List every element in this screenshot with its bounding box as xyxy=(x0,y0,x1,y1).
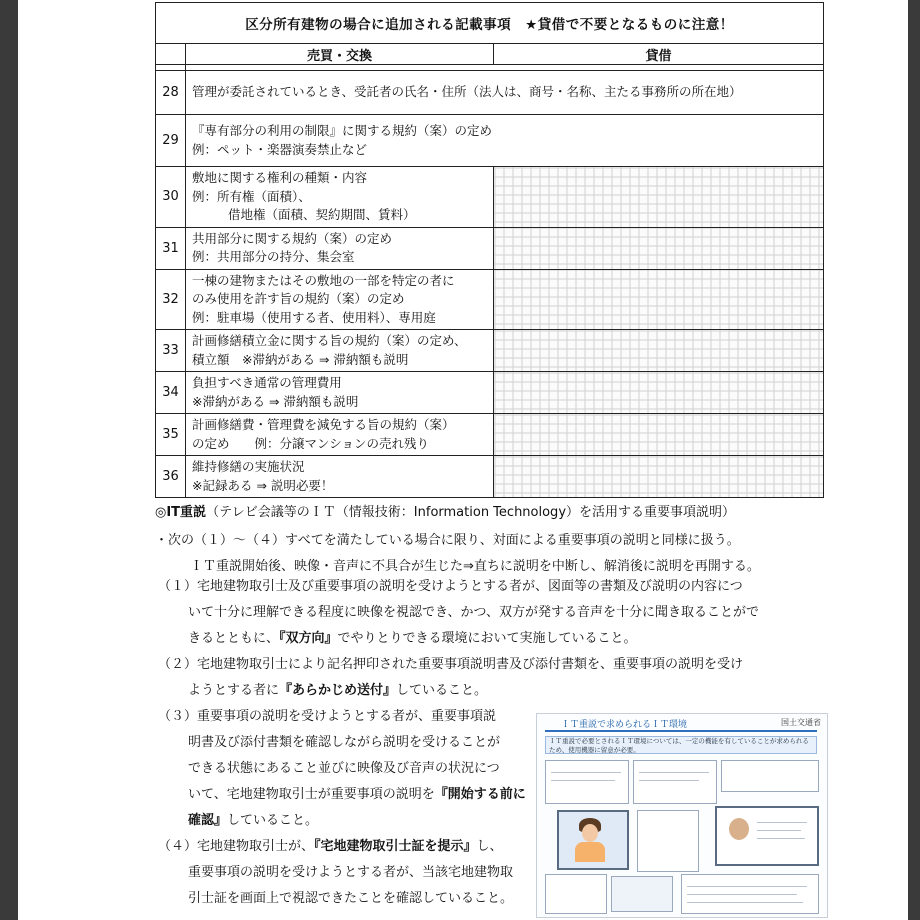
row-number: 28 xyxy=(156,71,186,115)
laptop-icon xyxy=(611,876,673,912)
figure-text-line xyxy=(551,780,615,781)
document-page xyxy=(18,0,908,920)
row-number: 34 xyxy=(156,372,186,414)
it-item-2: （２）宅地建物取引士により記名押印された重要事項説明書及び添付書類を、重要事項の説明を受け ようとする者に『あらかじめ送付』していること。 xyxy=(158,657,744,698)
row-number: 29 xyxy=(156,115,186,167)
person-face-icon xyxy=(582,824,598,842)
figure-text-line xyxy=(639,780,699,781)
row-description: 計画修繕費・管理費を減免する旨の規約（案） の定め 例：分譲マンションの売れ残り xyxy=(186,414,494,456)
keyword-confirm-before-start: 『開始する前に xyxy=(434,787,526,802)
it-item-1: （１）宅地建物取引士及び重要事項の説明を受けようとする者が、図面等の書類及び説明の内容につ いて十分に理解できる程度に映像を視認でき、かつ、双方が発する音声を十分に聞き取ることがで きるとともに、『双方向』でやりとりできる環境において実施していること。 xyxy=(158,579,759,646)
figure-text-line xyxy=(757,830,801,831)
row-description: 維持修繕の実施状況 ※記録ある ⇒ 説明必要！ xyxy=(186,456,494,498)
figure-text-line xyxy=(757,838,805,839)
figure-org: 国土交通省 xyxy=(781,718,821,727)
lease-not-required-cell xyxy=(494,330,824,372)
row-description: 管理が委託されているとき、受託者の氏名・住所（法人は、商号・名称、主たる事務所の所在地） xyxy=(186,71,824,115)
figure-text-line xyxy=(639,772,709,773)
figure-note-box xyxy=(637,810,699,872)
figure-note-box xyxy=(721,760,819,792)
lease-not-required-cell xyxy=(494,456,824,498)
row-number: 35 xyxy=(156,414,186,456)
it-intro-2: ＩＴ重説開始後、映像・音声に不具合が生じた⇒直ちに説明を中断し、解消後に説明を再開する。 xyxy=(190,559,760,574)
it-heading-line xyxy=(155,501,735,520)
row-number: 36 xyxy=(156,456,186,498)
table-row xyxy=(156,372,824,414)
table-row xyxy=(156,115,824,167)
figure-title: ＩＴ重説で求められるＩＴ環境 xyxy=(561,720,688,730)
table-row xyxy=(156,227,824,269)
row-number: 31 xyxy=(156,227,186,269)
row-description: 共用部分に関する規約（案）の定め 例：共用部分の持分、集会室 xyxy=(186,227,494,269)
it-environment-figure xyxy=(536,713,828,918)
row-description: 計画修繕積立金に関する旨の規約（案）の定め、 積立額 ※滞納がある ⇒ 滞納額も説明 xyxy=(186,330,494,372)
figure-note-box xyxy=(633,760,717,804)
license-photo-icon xyxy=(729,818,749,840)
figure-note-box xyxy=(545,760,629,804)
figure-rule xyxy=(545,730,817,732)
row-number: 32 xyxy=(156,269,186,330)
table-row xyxy=(156,167,824,228)
figure-text-line xyxy=(687,894,797,895)
figure-text-line xyxy=(687,886,807,887)
table-title: 区分所有建物の場合に追加される記載事項 ★貸借で不要となるものに注意！ xyxy=(156,3,824,44)
row-description: 一棟の建物またはその敷地の一部を特定の者に のみ使用を許す旨の規約（案）の定め 例：駐車場（使用する者、使用料）、専用庭 xyxy=(186,269,494,330)
it-heading-note: （テレビ会議等のＩＴ（情報技術：Information Technology）を活用する重要事項説明） xyxy=(206,505,736,520)
viewer-frame-left xyxy=(0,0,18,920)
person-body-icon xyxy=(575,842,605,862)
it-heading: ◎IT重説 xyxy=(155,505,207,520)
table-row xyxy=(156,269,824,330)
keyword-bidirectional: 『双方向』 xyxy=(279,631,338,646)
figure-text-line xyxy=(687,902,803,903)
it-item-4: （４）宅地建物取引士が、『宅地建物取引士証を提示』し、 重要事項の説明を受けようとする者が、当該宅地建物取 引士証を画面上で視認できたことを確認していること。 xyxy=(158,839,514,906)
header-sale-exchange: 売買・交換 xyxy=(186,44,494,65)
row-number: 33 xyxy=(156,330,186,372)
row-description: 『専有部分の利用の制限』に関する規約（案）の定め 例：ペット・楽器演奏禁止など xyxy=(186,115,824,167)
table-row xyxy=(156,456,824,498)
header-lease: 貸借 xyxy=(494,44,824,65)
keyword-send-in-advance: 『あらかじめ送付』 xyxy=(279,683,397,698)
it-intro-1: ・次の（１）～（４）すべてを満たしている場合に限り、対面による重要事項の説明と同様に扱う。 xyxy=(155,533,740,548)
viewer-frame-right xyxy=(908,0,920,920)
figure-banner: ＩＴ重説で必要とされるＩＴ環境については、一定の機能を有していることが求められるため、使用機器に留意が必要。 xyxy=(545,736,817,754)
row-description: 敷地に関する権利の種類・内容 例：所有権（面積）、 借地権（面積、契約期間、賃料） xyxy=(186,167,494,228)
row-description: 負担すべき通常の管理費用 ※滞納がある ⇒ 滞納額も説明 xyxy=(186,372,494,414)
it-item-3: （３）重要事項の説明を受けようとする者が、重要事項説 明書及び添付書類を確認しながら説明を受けることが できる状態にあること並びに映像及び音声の状況につ いて、宅地建物取引士が重要事項の説明を『開始する前に 確認』していること。 xyxy=(158,709,526,828)
table-row xyxy=(156,330,824,372)
figure-text-line xyxy=(757,822,807,823)
lease-not-required-cell xyxy=(494,227,824,269)
keyword-present-license: 『宅地建物取引士証を提示』 xyxy=(314,839,477,854)
lease-not-required-cell xyxy=(494,414,824,456)
row-number: 30 xyxy=(156,167,186,228)
figure-note-box xyxy=(545,874,607,914)
lease-not-required-cell xyxy=(494,269,824,330)
registration-items-table xyxy=(155,2,824,498)
lease-not-required-cell xyxy=(494,167,824,228)
table-row xyxy=(156,414,824,456)
lease-not-required-cell xyxy=(494,372,824,414)
table-row xyxy=(156,71,824,115)
table-header-blank xyxy=(156,44,186,65)
figure-text-line xyxy=(551,772,621,773)
